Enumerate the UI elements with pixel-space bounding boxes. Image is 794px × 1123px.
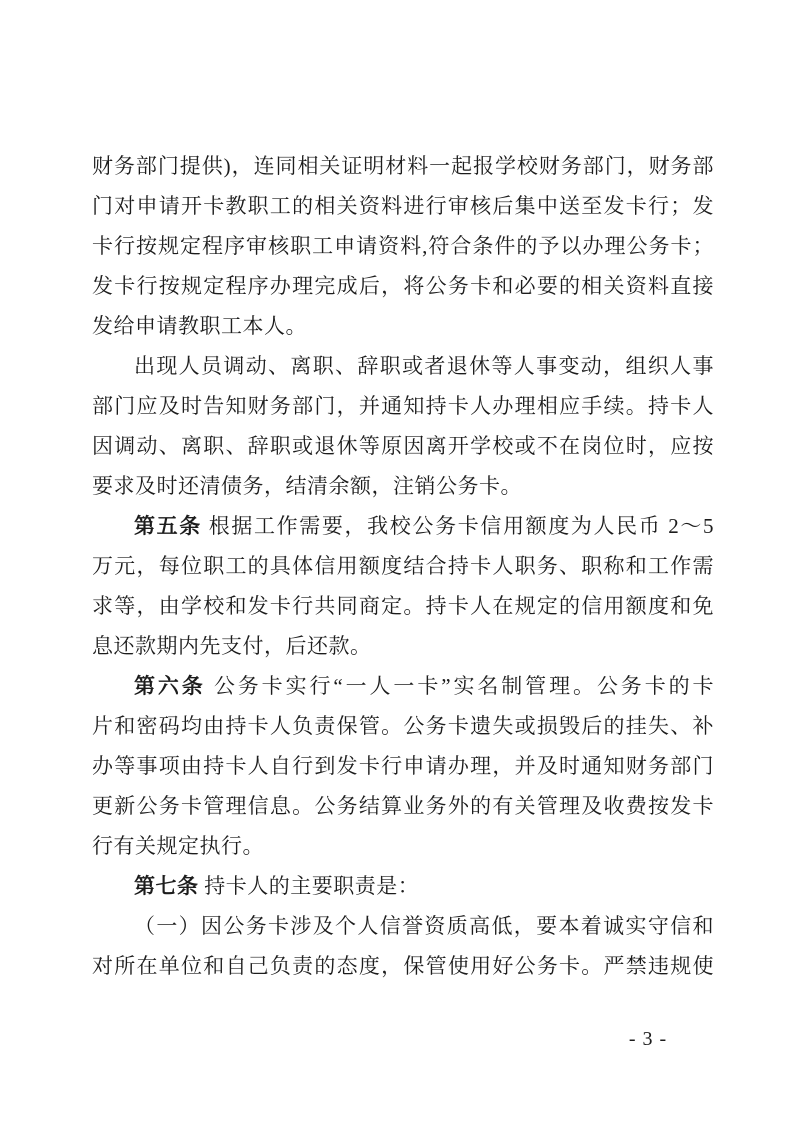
text-line (92, 386, 714, 426)
body-text: 求等，由学校和发卡行共同商定。持卡人在规定的信用额度和免 (92, 594, 714, 618)
body-text: 办等事项由持卡人自行到发卡行申请办理，并及时通知财务部门 (92, 754, 714, 778)
body-text: 对所在单位和自己负责的态度，保管使用好公务卡。严禁违规使 (92, 954, 714, 978)
text-line (92, 666, 714, 706)
body-text: 部门应及时告知财务部门，并通知持卡人办理相应手续。持卡人 (92, 394, 714, 418)
body-text: 息还款期内先支付，后还款。 (92, 634, 372, 658)
body-text: 更新公务卡管理信息。公务结算业务外的有关管理及收费按发卡 (92, 794, 714, 818)
body-text: 公务卡实行“一人一卡”实名制管理。公务卡的卡 (205, 674, 714, 698)
text-line (92, 146, 714, 186)
body-text: 财务部门提供)，连同相关证明材料一起报学校财务部门，财务部 (92, 154, 714, 178)
text-line (92, 586, 714, 626)
body-text: 因调动、离职、辞职或退休等原因离开学校或不在岗位时，应按 (92, 434, 714, 458)
article-heading: 第六条 (134, 674, 206, 698)
body-text: 出现人员调动、离职、辞职或者退休等人事变动，组织人事 (134, 354, 714, 378)
body-text: 要求及时还清债务，结清余额，注销公务卡。 (92, 474, 522, 498)
text-line (92, 866, 714, 906)
body-text: 发给申请教职工本人。 (92, 314, 307, 338)
article-heading: 第七条 (134, 874, 199, 898)
page-number: - 3 - (628, 1028, 668, 1050)
text-line (92, 466, 714, 506)
body-text: 门对申请开卡教职工的相关资料进行审核后集中送至发卡行；发 (92, 194, 714, 218)
text-line (92, 186, 714, 226)
body-text: 持卡人的主要职责是： (198, 874, 420, 898)
text-line (92, 906, 714, 946)
body-text: 万元，每位职工的具体信用额度结合持卡人职务、职称和工作需 (92, 554, 714, 578)
text-line (92, 346, 714, 386)
article-heading: 第五条 (134, 514, 202, 538)
body-text: 根据工作需要，我校公务卡信用额度为人民币 2～5 (201, 514, 714, 538)
body-text: 行有关规定执行。 (92, 834, 264, 858)
text-line (92, 746, 714, 786)
body-text: （一）因公务卡涉及个人信誉资质高低，要本着诚实守信和 (134, 914, 714, 938)
text-line (92, 546, 714, 586)
body-text: 片和密码均由持卡人负责保管。公务卡遗失或损毁后的挂失、补 (92, 714, 714, 738)
text-line (92, 706, 714, 746)
document-body (92, 146, 714, 986)
text-line (92, 626, 714, 666)
text-line (92, 226, 714, 266)
text-line (92, 506, 714, 546)
text-line (92, 786, 714, 826)
text-line (92, 306, 714, 346)
text-line (92, 826, 714, 866)
text-line (92, 426, 714, 466)
body-text: 卡行按规定程序审核职工申请资料,符合条件的予以办理公务卡； (92, 234, 714, 258)
body-text: 发卡行按规定程序办理完成后，将公务卡和必要的相关资料直接 (92, 274, 714, 298)
text-line (92, 266, 714, 306)
text-line (92, 946, 714, 986)
